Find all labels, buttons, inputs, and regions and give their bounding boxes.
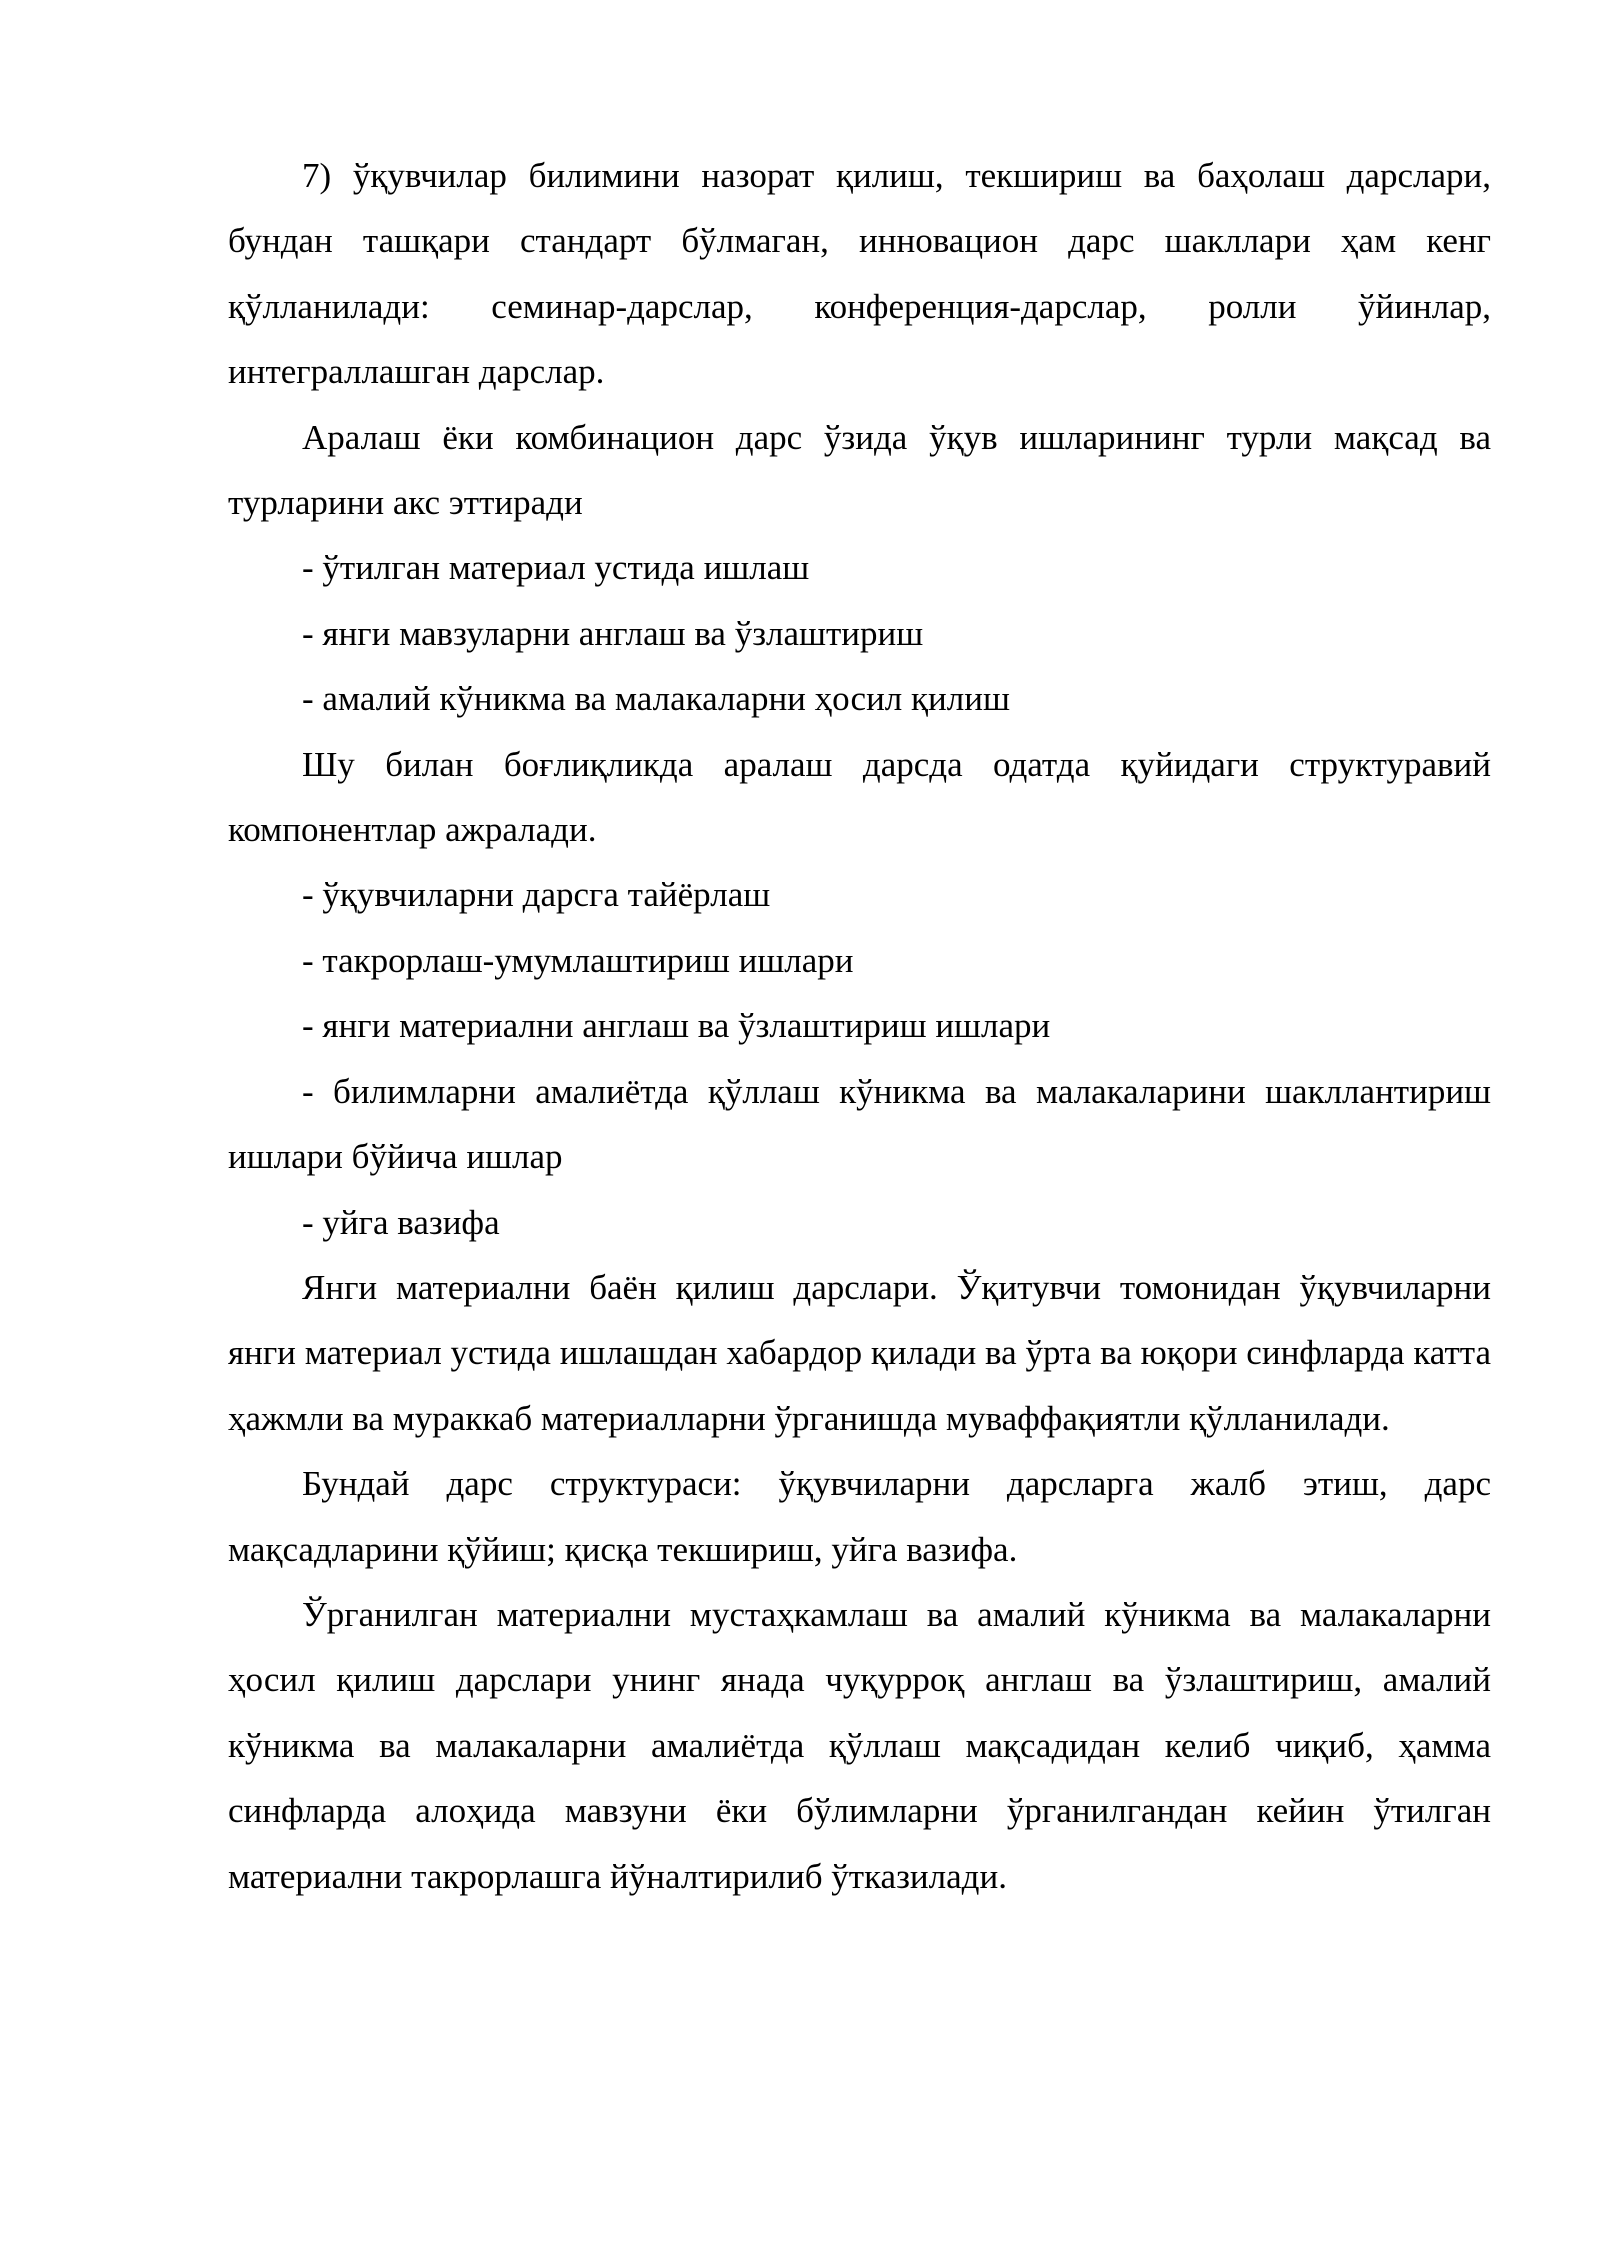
paragraph-consolidation-lessons: Ўрганилган материални мустаҳкамлаш ва амалий кўникма ва малакаларни ҳосил қилиш дарслари унинг янада чуқурроқ англаш ва ўзлаштириш, амалий кўникма ва малакаларни амалиётда қўллаш мақсадидан келиб чиқиб, ҳамма синфларда алоҳида мавзуни ёки бўлимларни ўрганилгандан кейин ўтилган материални такрорлашга йўналтирилиб ўтказилади. xyxy=(228,1594,1491,1896)
paragraph-new-material-lessons: Янги материални баён қилиш дарслари. Ўқитувчи томонидан ўқувчиларни янги материал устида ишлашдан хабардор қилади ва ўрта ва юқори синфларда катта ҳажмли ва мураккаб материалларни ўрганишда муваффақиятли қўлланилади. xyxy=(228,1267,1491,1438)
list-item-new-topics: - янги мавзуларни англаш ва ўзлаштириш xyxy=(302,613,924,653)
paragraph-lesson-types: 7) ўқувчилар билимини назорат қилиш, текшириш ва баҳолаш дарслари, бундан ташқари стандарт бўлмаган, инновацион дарс шакллари ҳам кенг қўлланилади: семинар-дарслар, конференция-дарслар, ролли ўйинлар, интеграллашган дарслар. xyxy=(228,156,1491,392)
list-item-new-material: - янги материални англаш ва ўзлаштириш ишлари xyxy=(302,1006,1051,1046)
list-item-apply-knowledge: - билимларни амалиётда қўллаш кўникма ва малакаларини шакллантириш ишлари бўйича ишлар xyxy=(228,1071,1491,1177)
list-item-practical-skills: - амалий кўникма ва малакаларни ҳосил қилиш xyxy=(302,679,1010,719)
list-item-homework: - уйга вазифа xyxy=(302,1202,500,1242)
paragraph-structural-components: Шу билан боғлиқликда аралаш дарсда одатда қуйидаги структуравий компонентлар ажралади. xyxy=(228,744,1491,850)
paragraph-lesson-structure: Бундай дарс структураси: ўқувчиларни дарсларга жалб этиш, дарс мақсадларини қўйиш; қисқа текшириш, уйга вазифа. xyxy=(228,1464,1491,1569)
paragraph-mixed-lesson: Аралаш ёки комбинацион дарс ўзида ўқув ишларининг турли мақсад ва турларини акс эттиради xyxy=(228,417,1491,523)
list-item-prepare-students: - ўқувчиларни дарсга тайёрлаш xyxy=(302,875,771,915)
list-item-covered-material: - ўтилган материал устида ишлаш xyxy=(302,548,810,588)
document-body xyxy=(228,143,1491,1909)
list-item-repetition: - такрорлаш-умумлаштириш ишлари xyxy=(302,940,854,980)
